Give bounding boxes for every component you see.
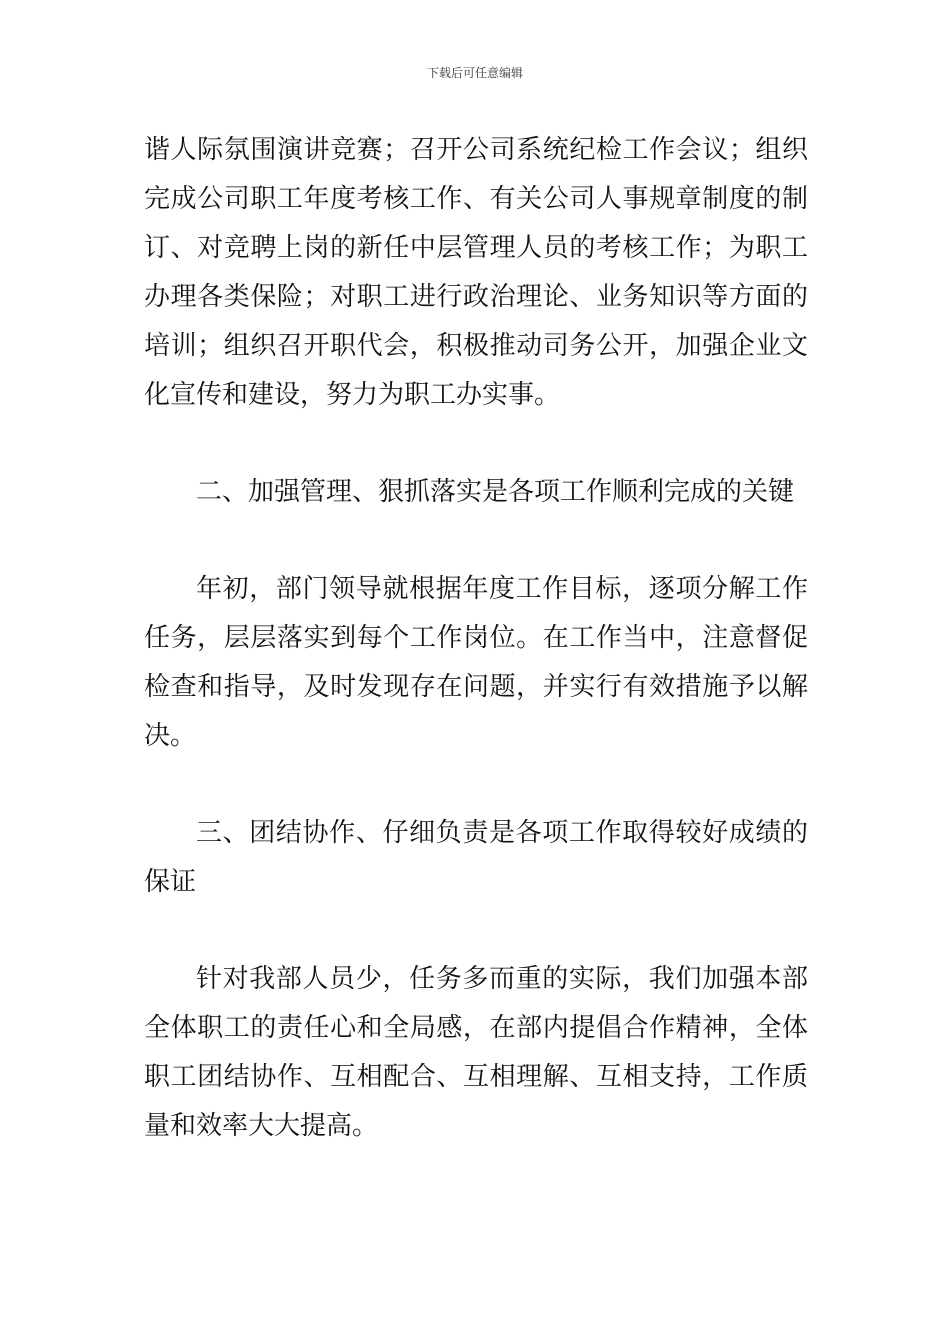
paragraph-section-2: 年初，部门领导就根据年度工作目标，逐项分解工作任务，层层落实到每个工作岗位。在工作当中，注意督促检查和指导，及时发现存在问题，并实行有效措施予以解决。 xyxy=(144,574,808,751)
page-header-note: 下载后可任意编辑 xyxy=(426,66,523,80)
paragraph-gap xyxy=(144,420,808,468)
paragraph-continued: 谐人际氛围演讲竞赛；召开公司系统纪检工作会议；组织完成公司职工年度考核工作、有关公司人事规章制度的制订、对竞聘上岗的新任中层管理人员的考核工作；为职工办理各类保险；对职工进行政治理论、业务知识等方面的培训；组织召开职代会，积极推动司务公开，加强企业文化宣传和建设，努力为职工办实事。 xyxy=(144,135,808,410)
section-heading-2: 二、加强管理、狠抓落实是各项工作顺利完成的关键 xyxy=(196,477,795,507)
paragraph-section-3: 针对我部人员少，任务多而重的实际，我们加强本部全体职工的责任心和全局感，在部内提倡合作精神，全体职工团结协作、互相配合、互相理解、互相支持，工作质量和效率大大提高。 xyxy=(144,964,808,1141)
paragraph-gap xyxy=(144,907,808,955)
document-body xyxy=(144,126,808,1151)
paragraph-gap xyxy=(144,517,808,565)
section-heading-3: 三、团结协作、仔细负责是各项工作取得较好成绩的保证 xyxy=(144,818,808,897)
paragraph-gap xyxy=(144,761,808,809)
